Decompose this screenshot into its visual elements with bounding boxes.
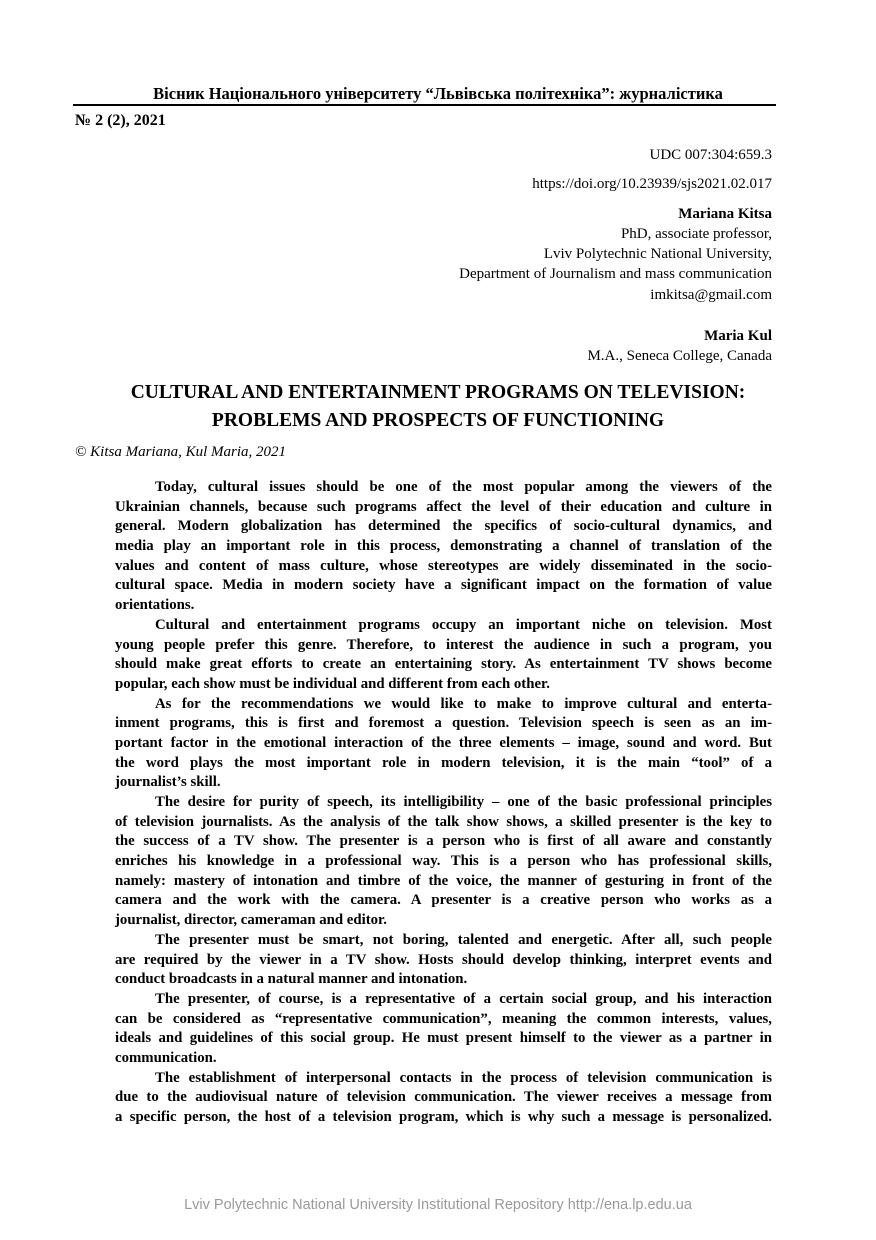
paragraph-line: conduct broadcasts in a natural manner and intonation. (115, 971, 468, 988)
issue-number: № 2 (2), 2021 (75, 112, 166, 129)
paragraph-line: Today, cultural issues should be one of the most popular among the viewers of the (155, 479, 772, 495)
paragraph-line: are required by the viewer in a TV show. Hosts should develop thinking, interpret events and (115, 951, 772, 968)
paragraph-line: can be considered as “representative communication”, meaning the common interests, values, (115, 1010, 772, 1027)
author-name: Mariana Kitsa (678, 206, 772, 222)
author-affiliation: Lviv Polytechnic National University, (543, 246, 772, 262)
article-title-line: PROBLEMS AND PROSPECTS OF FUNCTIONING (211, 410, 665, 431)
paragraph-line: journalist’s skill. (115, 774, 221, 791)
paragraph-line: As for the recommendations we would like to make to improve cultural and enterta- (155, 695, 772, 712)
abstract-body (115, 478, 772, 1128)
paragraph-line: namely: mastery of intonation and timbre of the voice, the manner of gesturing in front of the (115, 872, 772, 889)
paragraph (115, 1069, 772, 1128)
paragraph-line: Ukrainian channels, because such programs affect the level of their education and culture in (115, 498, 772, 515)
paragraph-line: Cultural and entertainment programs occupy an important niche on television. Most (155, 616, 772, 633)
paragraph-line: cultural space. Media in modern society have a significant impact on the formation of value (115, 577, 772, 594)
copyright: © Kitsa Mariana, Kul Maria, 2021 (75, 444, 286, 460)
paragraph-line: The presenter, of course, is a representative of a certain social group, and his interaction (155, 990, 772, 1007)
paragraph-line: a specific person, the host of a television program, which is why such a message is personalized. (115, 1109, 772, 1125)
paragraph-line: the success of a TV show. The presenter is a person who is first of all aware and constantly (115, 833, 772, 850)
paragraph-line: should make great efforts to create an entertaining story. As entertainment TV shows become (115, 656, 772, 673)
paragraph-line: portant factor in the emotional interaction of the three elements – image, sound and word. But (115, 734, 772, 751)
paragraph (115, 931, 772, 990)
paragraph-line: media play an important role in this process, demonstrating a channel of translation of the (115, 538, 772, 555)
paragraph-line: camera and the work with the camera. A presenter is a creative person who works as a (115, 892, 772, 909)
author-name: Maria Kul (704, 328, 772, 344)
paragraph-line: The desire for purity of speech, its intelligibility – one of the basic professional principles (155, 794, 772, 810)
paragraph-line: enriches his knowledge in a professional way. This is a person who has professional skills, (115, 853, 772, 870)
article-title-line: CULTURAL AND ENTERTAINMENT PROGRAMS ON TELEVISION: (130, 382, 746, 403)
paragraph (115, 990, 772, 1069)
journal-title: Вісник Національного університету “Львівська політехніка”: журналістика (153, 84, 723, 103)
paragraph (115, 695, 772, 793)
article-title (0, 379, 876, 435)
paragraph-line: The establishment of interpersonal contacts in the process of television communication is (155, 1069, 772, 1086)
paragraph-line: due to the audiovisual nature of television communication. The viewer receives a message from (115, 1089, 772, 1106)
paragraph (115, 793, 772, 931)
repository-footer: Lviv Polytechnic National University Institutional Repository http://ena.lp.edu.ua (184, 1197, 692, 1213)
paragraph (115, 478, 772, 616)
author-affiliation: Department of Journalism and mass communication (459, 266, 772, 282)
author-affiliation: PhD, associate professor, (620, 226, 772, 242)
udc-code: UDC 007:304:659.3 (649, 147, 772, 163)
paragraph-line: the word plays the most important role in modern television, it is the main “tool” of a (115, 754, 772, 771)
paragraph-line: The presenter must be smart, not boring, talented and energetic. After all, such people (155, 931, 772, 948)
paragraph-line: of television journalists. As the analysis of the talk show shows, a skilled presenter is the key to (115, 813, 772, 830)
paragraph-line: popular, each show must be individual and different from each other. (115, 675, 550, 692)
paragraph-line: inment programs, this is first and foremost a question. Television speech is seen as an im- (115, 715, 772, 732)
header-rule (73, 104, 776, 106)
doi-link[interactable]: https://doi.org/10.23939/sjs2021.02.017 (532, 176, 772, 192)
paragraph-line: journalist, director, cameraman and editor. (115, 912, 387, 929)
paragraph-line: orientations. (115, 597, 195, 614)
author-email[interactable]: imkitsa@gmail.com (650, 287, 772, 303)
paragraph-line: young people prefer this genre. Therefore, to interest the audience in such a program, you (115, 636, 772, 653)
paragraph-line: values and content of mass culture, whose stereotypes are widely disseminated in the socio- (115, 557, 772, 574)
paragraph-line: communication. (115, 1049, 217, 1066)
paragraph-line: ideals and guidelines of this social group. He must present himself to the viewer as a partner in (115, 1030, 772, 1047)
paragraph (115, 616, 772, 695)
paragraph-line: general. Modern globalization has determined the specifics of socio-cultural dynamics, and (115, 518, 772, 535)
author-affiliation: M.A., Seneca College, Canada (587, 348, 772, 364)
